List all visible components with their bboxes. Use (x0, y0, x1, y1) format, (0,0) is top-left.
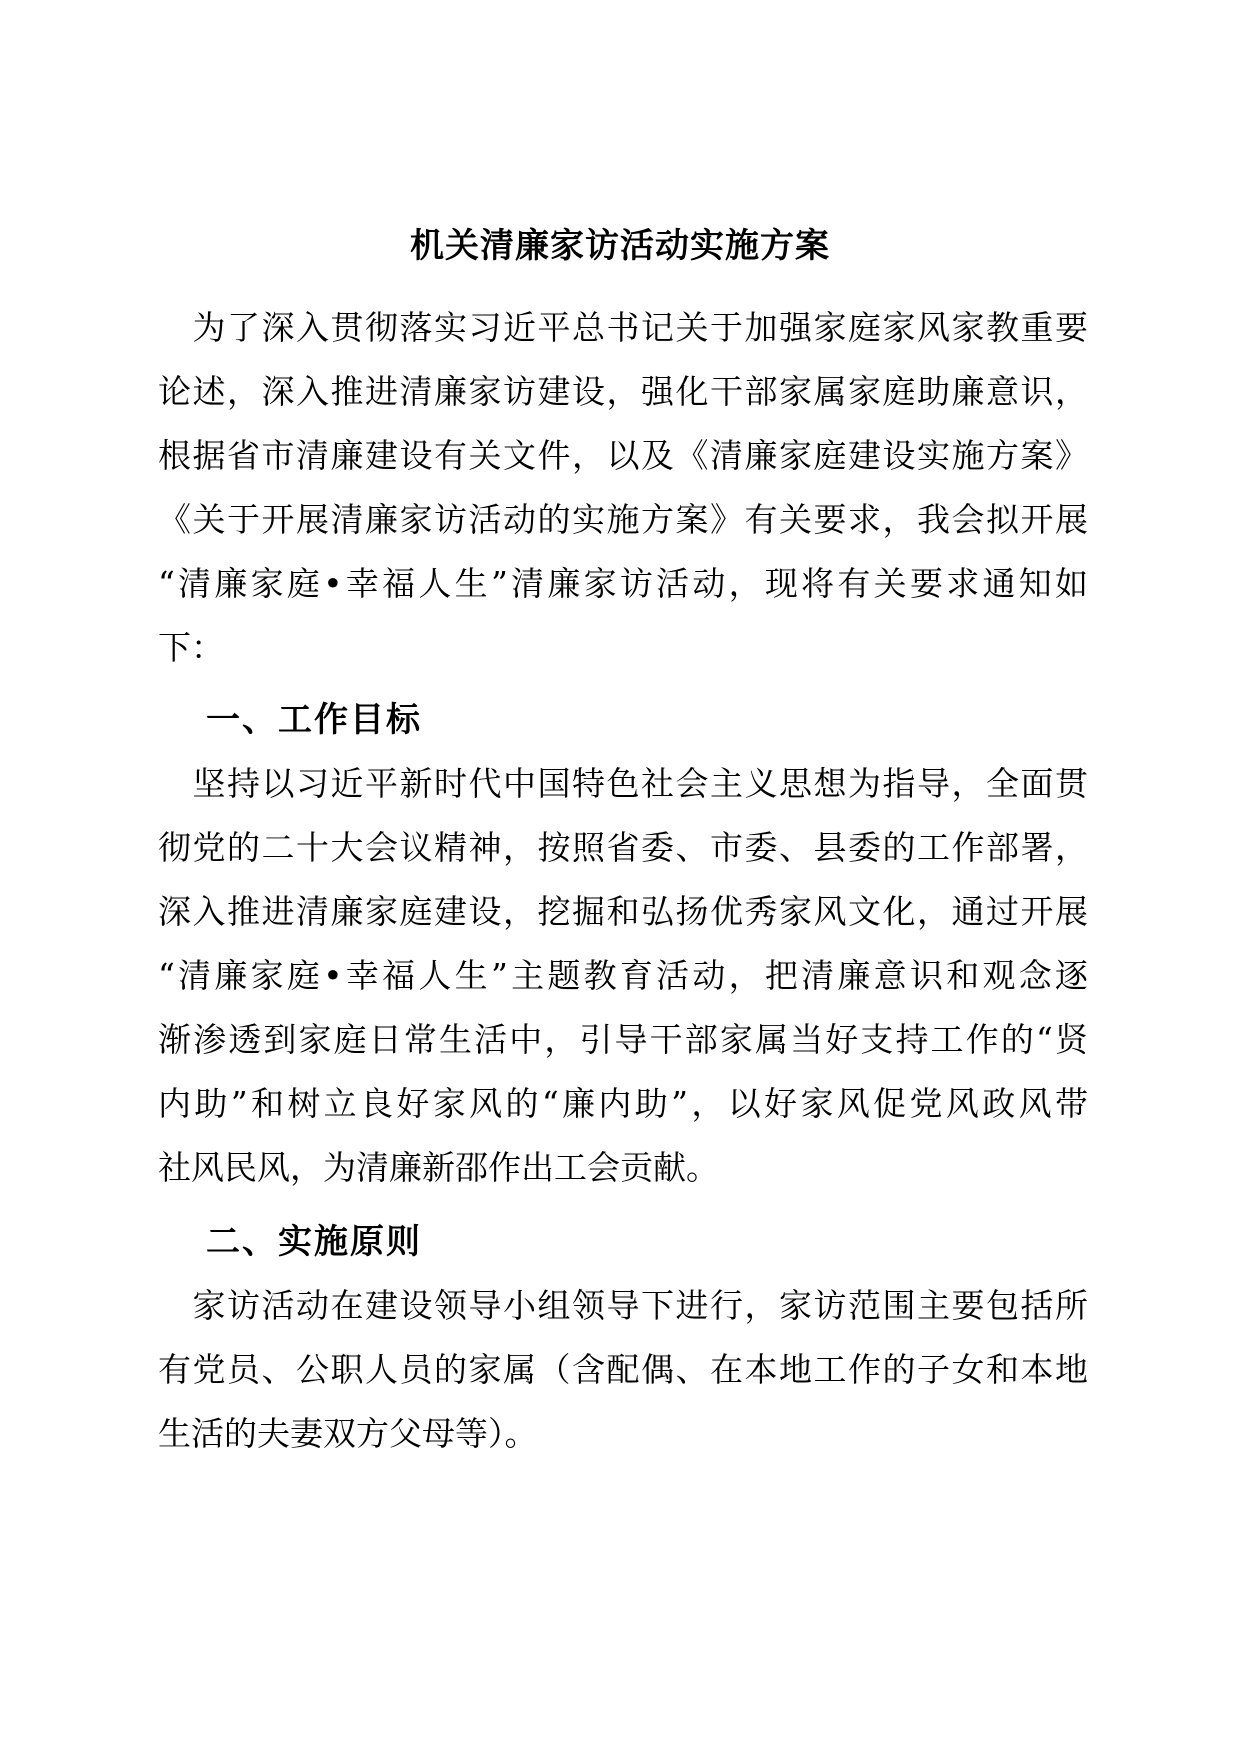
paragraph-line: “清廉家庭•幸福人生”清廉家访活动，现将有关要求通知如 (158, 564, 1088, 603)
section-heading-principles: 二、实施原则 (206, 1222, 422, 1262)
principles-paragraph (158, 1274, 1088, 1466)
paragraph-line: 生活的夫妻双方父母等）。 (158, 1414, 538, 1453)
paragraph-line: 渐渗透到家庭日常生活中，引导干部家属当好支持工作的“贤 (158, 1020, 1088, 1059)
paragraph-line: 《关于开展清廉家访活动的实施方案》有关要求，我会拟开展 (158, 500, 1088, 539)
paragraph-line: 家访活动在建设领导小组领导下进行，家访范围主要包括所 (158, 1286, 1088, 1325)
paragraph-line: 论述，深入推进清廉家访建设，强化干部家属家庭助廉意识， (158, 372, 1088, 411)
paragraph-line: 深入推进清廉家庭建设，挖掘和弘扬优秀家风文化，通过开展 (158, 892, 1088, 931)
paragraph-line: “清廉家庭•幸福人生”主题教育活动，把清廉意识和观念逐 (158, 956, 1088, 995)
section-heading-work-goals: 一、工作目标 (206, 700, 422, 740)
paragraph-line: 为了深入贯彻落实习近平总书记关于加强家庭家风家教重要 (158, 308, 1088, 347)
intro-paragraph (158, 296, 1088, 680)
paragraph-line: 坚持以习近平新时代中国特色社会主义思想为指导，全面贯 (158, 764, 1088, 803)
paragraph-line: 有党员、公职人员的家属（含配偶、在本地工作的子女和本地 (158, 1350, 1088, 1389)
paragraph-line: 根据省市清廉建设有关文件，以及《清廉家庭建设实施方案》 (158, 436, 1088, 475)
paragraph-line: 内助”和树立良好家风的“廉内助”，以好家风促党风政风带 (158, 1084, 1088, 1123)
paragraph-line: 彻党的二十大会议精神，按照省委、市委、县委的工作部署， (158, 828, 1088, 867)
work-goals-paragraph (158, 752, 1088, 1200)
paragraph-line: 下： (158, 628, 224, 667)
document-title: 机关清廉家访活动实施方案 (410, 226, 830, 266)
paragraph-line: 社风民风，为清廉新邵作出工会贡献。 (158, 1148, 719, 1187)
